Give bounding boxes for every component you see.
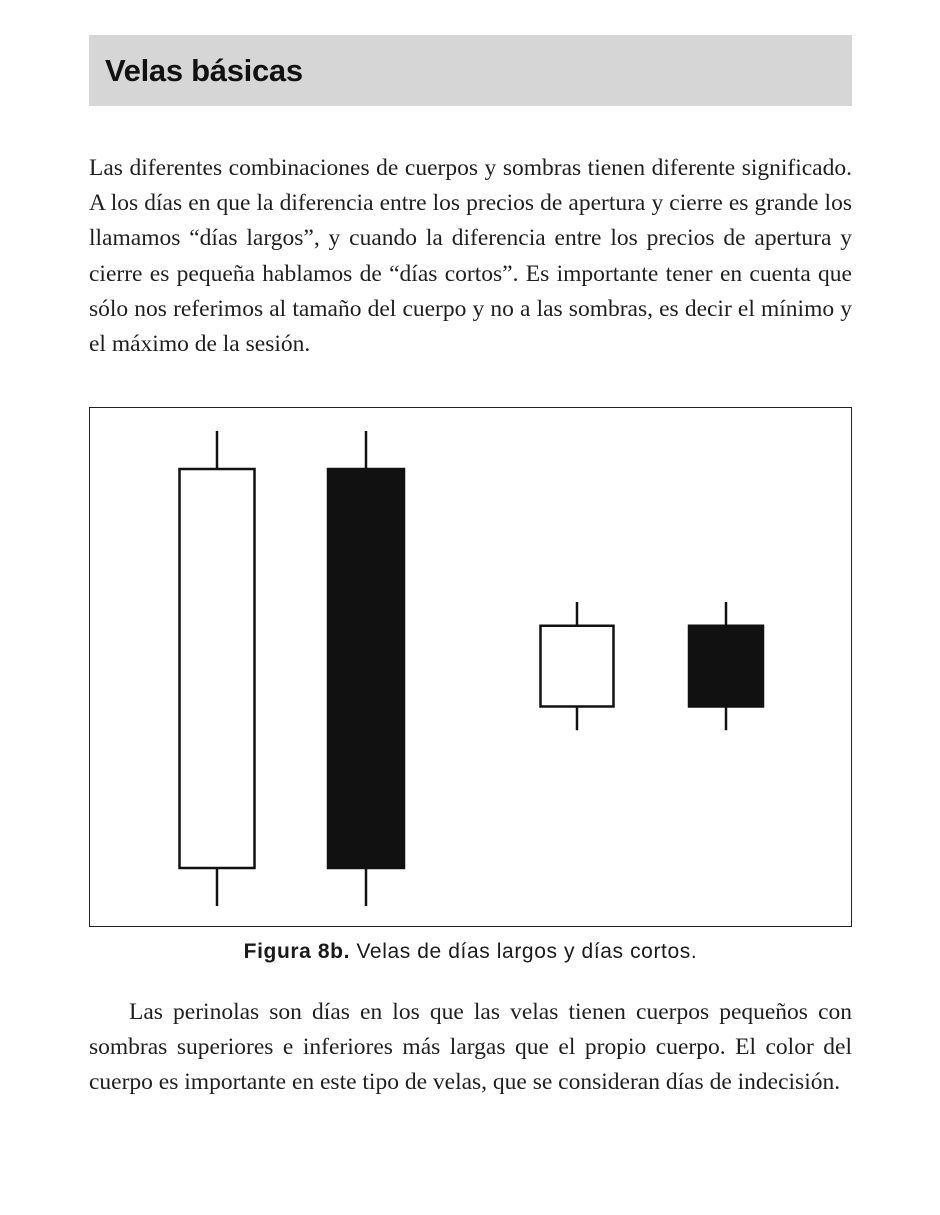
candle-body-white xyxy=(541,626,614,707)
candle-4-black xyxy=(689,602,763,730)
section-header xyxy=(89,35,852,106)
candlestick-chart xyxy=(90,408,853,928)
figure-caption-text: Velas de días largos y días cortos. xyxy=(350,940,698,963)
candle-body-black xyxy=(689,626,763,707)
intro-paragraph: Las diferentes combinaciones de cuerpos y sombras tienen diferente significado. A los días en que la diferencia entre los precios de apertura y cierre es grande los llamamos “días largos”, y cuando la diferencia entre los precios de apertura y cierre es pequeña hablamos de “días cortos”. Es importante tener en cuenta que sólo nos referimos al tamaño del cuerpo y no a las sombras, es decir el mínimo y el máximo de la sesión. xyxy=(89,155,852,358)
figure-caption xyxy=(89,940,852,964)
candle-2-black xyxy=(328,431,404,906)
figure-caption-label: Figura 8b. xyxy=(243,940,351,963)
candle-body-white xyxy=(180,469,255,868)
candle-1-white xyxy=(180,431,255,906)
section-title: Velas básicas xyxy=(105,52,303,88)
perinolas-paragraph: Las perinolas son días en los que las velas tienen cuerpos pequeños con sombras superiores e inferiores más largas que el propio cuerpo. El color del cuerpo es importante en este tipo de velas, que se consideran días de indecisión. xyxy=(89,999,852,1096)
candle-3-white xyxy=(541,602,614,730)
candle-body-black xyxy=(328,469,404,868)
candlestick-figure xyxy=(89,407,852,927)
